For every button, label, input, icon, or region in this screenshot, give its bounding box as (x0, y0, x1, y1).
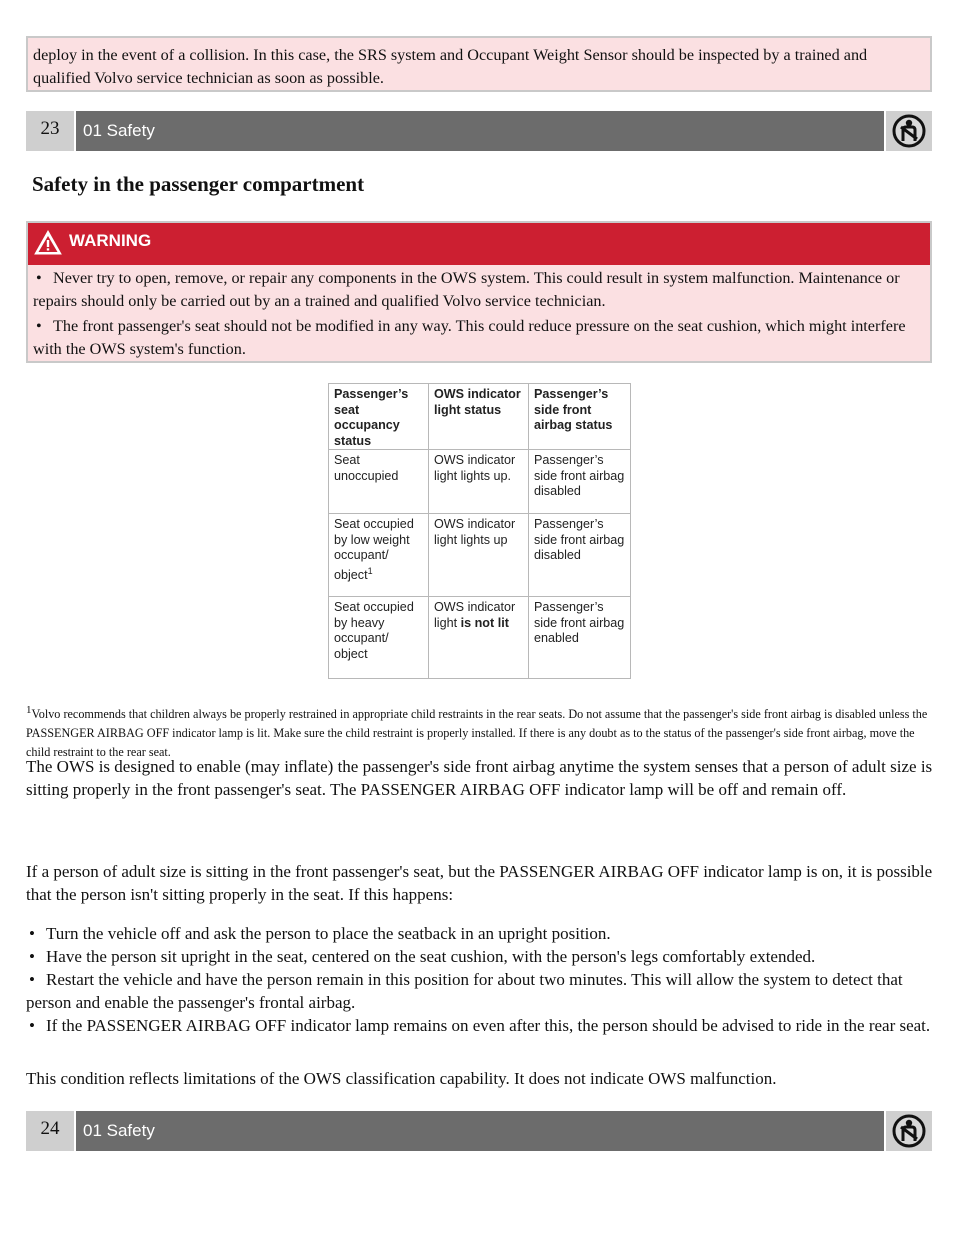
table-cell: Seat occupied by heavy occupant/ object (329, 597, 429, 679)
footnote-marker: 1 (26, 704, 32, 716)
warning-list (28, 265, 930, 361)
table-cell: Seat occupied by low weight occupant/ object$^1$ (329, 514, 429, 597)
warning-triangle-icon (33, 229, 63, 256)
table-cell: Seat unoccupied (329, 450, 429, 514)
page-number: 24 (26, 1111, 74, 1151)
list-item: • If the PASSENGER AIRBAG OFF indicator lamp remains on even after this, the person should be advised to ride in the rear seat. (29, 1016, 931, 1035)
footnote (26, 701, 936, 762)
table-cell: OWS indicator light is not lit (429, 597, 529, 679)
section-header-bar (26, 1111, 932, 1151)
column-header: Passenger’s seat occupancy status (329, 384, 429, 450)
list-item: • Turn the vehicle off and ask the person to place the seatback in an upright position. (29, 924, 611, 943)
continued-note-text: deploy in the event of a collision. In this case, the SRS system and Occupant Weight Sensor should be inspected by a trained and qualified Volvo service technician as soon as possible. (33, 46, 868, 87)
body-paragraph: The OWS is designed to enable (may inflate) the passenger's side front airbag anytime the system senses that a person of adult size is sitting properly in the front passenger's seat. The PASSENGER AIRBAG OFF indicator lamp will be off and remain off. (26, 757, 933, 799)
section-title: 01 Safety (76, 111, 884, 151)
seat-belt-icon (886, 111, 932, 151)
list-item: • Never try to open, remove, or repair any components in the OWS system. This could result in system malfunction. Maintenance or repairs should only be carried out by an a trained and qualified Volvo service technician. (33, 269, 900, 310)
column-header: Passenger’s side front airbag status (529, 384, 631, 450)
section-title: 01 Safety (76, 1111, 884, 1151)
table-cell: OWS indicator light lights up (429, 514, 529, 597)
page-number: 23 (26, 111, 74, 151)
list-item: • Have the person sit upright in the seat, centered on the seat cushion, with the person's legs comfortably extended. (29, 947, 816, 966)
table-cell: Passenger’s side front airbag disabled (529, 450, 631, 514)
warning-box (26, 221, 932, 363)
column-header: OWS indicator light status (429, 384, 529, 450)
list-item: • The front passenger's seat should not be modified in any way. This could reduce pressure on the seat cushion, which might interfere with the OWS system's function. (33, 317, 906, 358)
footnote-marker: 1 (367, 565, 373, 576)
body-paragraph: If a person of adult size is sitting in the front passenger's seat, but the PASSENGER AIRBAG OFF indicator lamp is on, it is possible that the person isn't sitting properly in the seat. If this happens: (26, 862, 933, 904)
ows-status-table (328, 383, 631, 679)
table-cell: Passenger’s side front airbag disabled (529, 514, 631, 597)
section-header-bar (26, 111, 932, 151)
footnote-text: Volvo recommends that children always be properly restrained in appropriate child restraints in the rear seats. Do not assume that the passenger's side front airbag is disabled unless the PASSENGER AIRBAG OFF indicator lamp is lit. Make sure the child restraint is properly installed. If there is any doubt as to the status of the passenger's side front airbag, move the child restraint to the rear seat. (26, 707, 928, 760)
table-header-row (329, 384, 631, 450)
table-row (329, 450, 631, 514)
body-paragraph: This condition reflects limitations of the OWS classification capability. It does not indicate OWS malfunction. (26, 1069, 777, 1088)
steps-list (26, 922, 936, 1037)
page-title: Safety in the passenger compartment (32, 172, 365, 196)
table-cell: OWS indicator light lights up. (429, 450, 529, 514)
table-cell: Passenger’s side front airbag enabled (529, 597, 631, 679)
table-row (329, 597, 631, 679)
table-row (329, 514, 631, 597)
list-item: • Restart the vehicle and have the person remain in this position for about two minutes. This will allow the system to detect that person and enable the passenger's frontal airbag. (26, 970, 903, 1012)
seat-belt-icon (886, 1111, 932, 1151)
warning-label: WARNING (69, 231, 152, 250)
continued-note-box (26, 36, 932, 92)
warning-header (28, 223, 930, 265)
